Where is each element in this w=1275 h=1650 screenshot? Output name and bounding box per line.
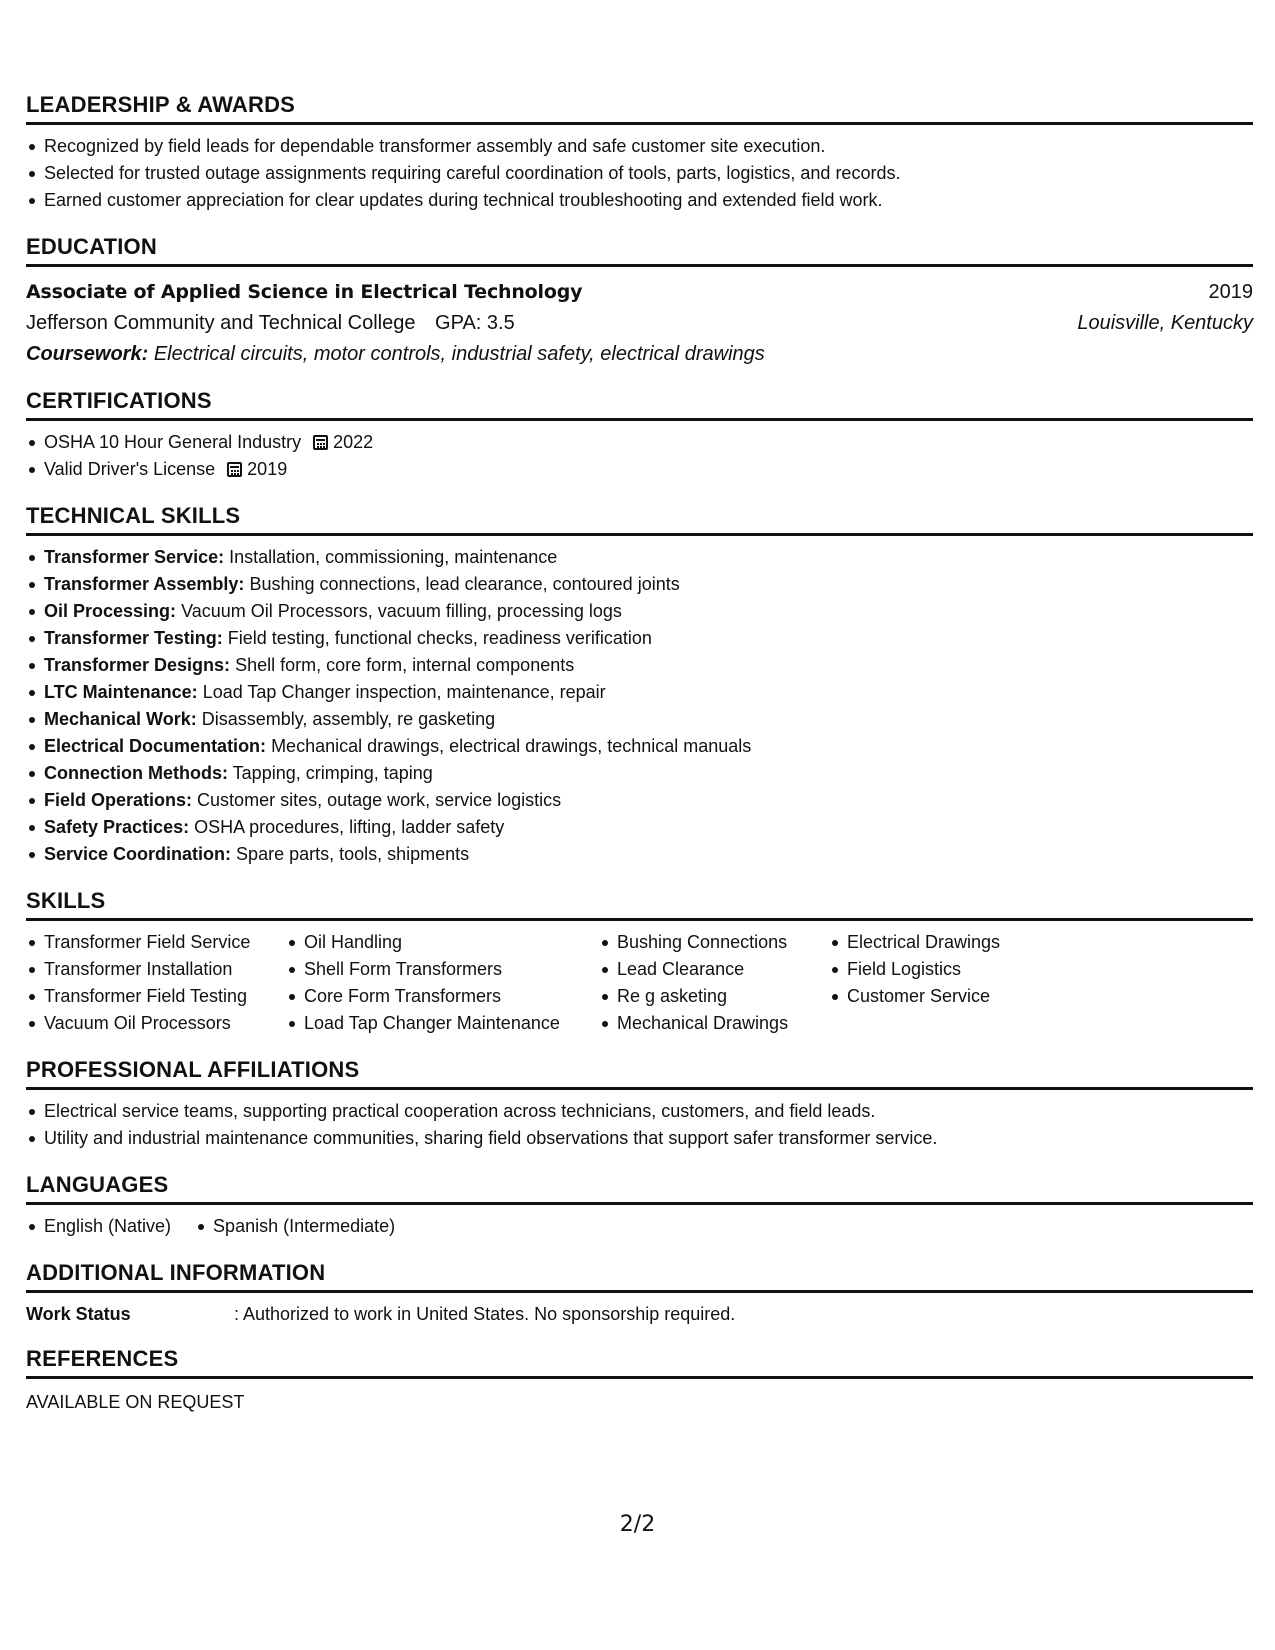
cert-name: OSHA 10 Hour General Industry [44,432,302,452]
list-item [44,733,1253,760]
skill-label: Oil Processing: [44,601,177,621]
list-item: Bushing Connections [617,929,829,956]
list-item: Customer Service [847,983,1107,1010]
section-education [26,234,1253,370]
list-item [44,544,1253,571]
list-item: Mechanical Drawings [617,1010,829,1037]
list-item: Field Logistics [847,956,1107,983]
cert-name: Valid Driver's License [44,459,216,479]
skills-grid [26,929,1253,1037]
list-item: Spanish (Intermediate) [213,1213,395,1240]
list-item [44,679,1253,706]
skill-text: Bushing connections, lead clearance, contoured joints [249,574,680,594]
skills-column [26,929,286,1037]
section-leadership [26,92,1253,214]
list-item: Oil Handling [304,929,599,956]
page-number: 2/2 [619,1512,656,1537]
languages-list [195,1213,395,1240]
skill-label: Transformer Testing: [44,628,223,648]
skills-column [286,929,599,1037]
section-skills [26,888,1253,1037]
section-title: SKILLS [26,888,1253,921]
list-item [44,429,1253,456]
coursework: Electrical circuits, motor controls, industrial safety, electrical drawings [153,343,765,365]
coursework-label: Coursework: [26,343,149,365]
skill-text: Mechanical drawings, electrical drawings, technical manuals [271,736,752,756]
skill-text: Tapping, crimping, taping [232,763,433,783]
skill-label: Connection Methods: [44,763,228,783]
list-item: Shell Form Transformers [304,956,599,983]
affiliations-list [26,1098,1253,1152]
list-item [44,760,1253,787]
list-item: Core Form Transformers [304,983,599,1010]
list-item [44,787,1253,814]
certifications-list [26,429,1253,483]
skill-label: Safety Practices: [44,817,190,837]
section-affiliations [26,1057,1253,1152]
list-item [44,706,1253,733]
section-title: LANGUAGES [26,1172,1253,1205]
skill-text: Shell form, core form, internal components [235,655,575,675]
skill-label: Service Coordination: [44,844,232,864]
section-technical-skills [26,503,1253,868]
skill-text: OSHA procedures, lifting, ladder safety [194,817,505,837]
skill-text: Customer sites, outage work, service logistics [197,790,562,810]
work-status-value: : Authorized to work in United States. No sponsorship required. [234,1304,736,1324]
skill-label: Transformer Service: [44,547,225,567]
skill-text: Spare parts, tools, shipments [236,844,470,864]
list-item: Utility and industrial maintenance communities, sharing field observations that support safer transformer service. [44,1125,1253,1152]
section-certifications [26,388,1253,483]
leadership-list [26,133,1253,214]
list-item: Earned customer appreciation for clear updates during technical troubleshooting and extended field work. [44,187,1253,214]
list-item: Vacuum Oil Processors [44,1010,286,1037]
section-title: PROFESSIONAL AFFILIATIONS [26,1057,1253,1090]
list-item [44,652,1253,679]
list-item: Transformer Installation [44,956,286,983]
list-item: English (Native) [44,1213,171,1240]
cert-year: 2019 [247,459,288,479]
skill-label: Transformer Designs: [44,655,231,675]
list-item: Transformer Field Testing [44,983,286,1010]
section-additional-information [26,1260,1253,1328]
skill-text: Disassembly, assembly, re gasketing [201,709,496,729]
technical-skills-list [26,544,1253,868]
list-item: Electrical Drawings [847,929,1107,956]
skill-label: Field Operations: [44,790,193,810]
graduation-year: 2019 [1208,281,1253,303]
list-item: Re g asketing [617,983,829,1010]
skill-label: Electrical Documentation: [44,736,267,756]
skills-column [599,929,829,1037]
gpa: GPA: 3.5 [435,312,515,334]
list-item [44,841,1253,868]
school-name: Jefferson Community and Technical College [26,312,416,334]
references-text: AVAILABLE ON REQUEST [26,1392,245,1412]
languages-list [26,1213,171,1240]
list-item: Electrical service teams, supporting practical cooperation across technicians, customers, and field leads. [44,1098,1253,1125]
list-item [44,571,1253,598]
skill-label: Transformer Assembly: [44,574,245,594]
calendar-icon [227,462,242,477]
section-title: LEADERSHIP & AWARDS [26,92,1253,125]
work-status-label: Work Status [26,1304,131,1324]
school-location: Louisville, Kentucky [1077,312,1253,334]
skill-text: Vacuum Oil Processors, vacuum filling, processing logs [181,601,622,621]
list-item [44,625,1253,652]
section-title: EDUCATION [26,234,1253,267]
degree: Associate of Applied Science in Electrical Technology [26,281,583,303]
skill-label: Mechanical Work: [44,709,197,729]
list-item: Recognized by field leads for dependable transformer assembly and safe customer site execution. [44,133,1253,160]
skill-text: Load Tap Changer inspection, maintenance, repair [202,682,606,702]
skill-text: Installation, commissioning, maintenance [229,547,558,567]
list-item [44,456,1253,483]
skill-text: Field testing, functional checks, readiness verification [227,628,652,648]
skills-column [829,929,1107,1037]
list-item: Lead Clearance [617,956,829,983]
list-item: Transformer Field Service [44,929,286,956]
resume-page [26,92,1253,1416]
section-languages [26,1172,1253,1240]
section-title: REFERENCES [26,1346,1253,1379]
section-references [26,1346,1253,1416]
list-item [44,814,1253,841]
list-item [44,598,1253,625]
skill-label: LTC Maintenance: [44,682,198,702]
section-title: CERTIFICATIONS [26,388,1253,421]
list-item: Selected for trusted outage assignments requiring careful coordination of tools, parts, logistics, and records. [44,160,1253,187]
list-item: Load Tap Changer Maintenance [304,1010,599,1037]
section-title: ADDITIONAL INFORMATION [26,1260,1253,1293]
section-title: TECHNICAL SKILLS [26,503,1253,536]
calendar-icon [313,435,328,450]
cert-year: 2022 [333,432,374,452]
